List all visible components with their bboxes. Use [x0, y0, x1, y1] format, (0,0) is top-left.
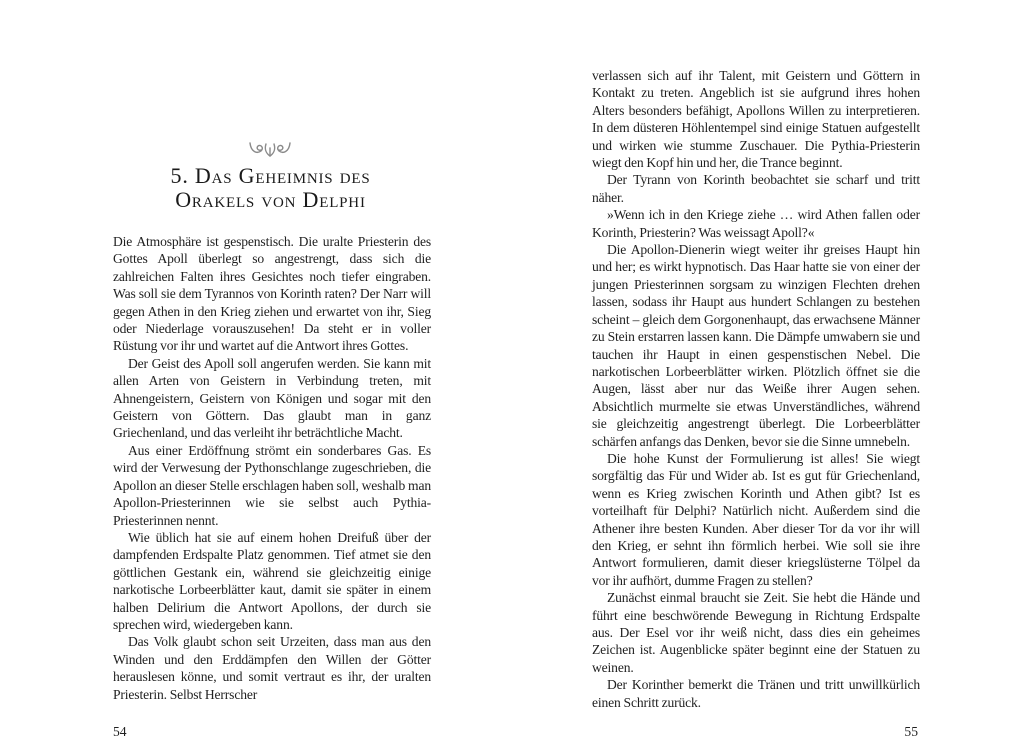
scroll-ornament-icon	[248, 140, 292, 160]
left-body-text	[113, 233, 431, 703]
chapter-title-line-1: 5. Das Geheimnis des	[170, 163, 371, 188]
chapter-title	[113, 164, 428, 212]
paragraph: Der Korinther bemerkt die Tränen und tritt unwillkürlich einen Schritt zurück.	[592, 677, 920, 710]
page-number: 54	[113, 724, 127, 739]
chapter-title-line-2: Orakels von Delphi	[175, 187, 366, 212]
page-number: 55	[904, 724, 918, 739]
paragraph: Der Geist des Apoll soll angerufen werden. Sie kann mit allen Arten von Geistern in Verbindung treten, mit Ahnengeistern, Geistern von Königen und sogar mit den Geistern von Göttern. Das glaubt man in ganz Griechenland, und das verleiht ihr beträchtliche Macht.	[113, 355, 431, 441]
paragraph: Das Volk glaubt schon seit Urzeiten, dass man aus den Winden und den Erddämpfen den Willen der Götter herauslesen könne, und somit vertraut es ihr, der uralten Priesterin. Selbst Herrscher	[113, 634, 431, 702]
paragraph: »Wenn ich in den Kriege ziehe … wird Athen fallen oder Korinth, Priesterin? Was weissagt Apoll?«	[592, 207, 920, 240]
paragraph: Wie üblich hat sie auf einem hohen Dreifuß über der dampfenden Erdspalte Platz genommen. Tief atmet sie den göttlichen Gestank ein, während sie gleichzeitig einige narkotische Lorbeerblätter kaut, damit sie später in einem halben Delirium die Antwort Apollons, der durch sie sprechen wird, wiedergeben kann.	[113, 529, 431, 632]
paragraph: Die Atmosphäre ist gespenstisch. Die uralte Priesterin des Gottes Apoll überlegt so angestrengt, dass sich die zahlreichen Falten ihres Gesichtes noch tiefer eingraben. Was soll sie dem Tyrannos von Korinth raten? Der Narr will gegen Athen in den Krieg ziehen und erwartet von ihr, Sieg oder Niederlage vorauszusehen! Da steht er in voller Rüstung vor ihr und wartet auf die Antwort ihres Gottes.	[113, 234, 431, 354]
paragraph: Die Apollon-Dienerin wiegt weiter ihr greises Haupt hin und her; es wirkt hypnotisch. Das Haar hatte sie von einer der jungen Priesterinnen sorgsam zu winzigen Flechten drehen lassen, sodass ihr Haupt aus hundert Schlangen zu bestehen scheint – gleich dem Gorgonenhaupt, das erwachsene Männer zu Stein erstarren lassen kann. Die Dämpfe umwabern sie und tauchen ihr Haupt in einen gespenstischen Nebel. Die narkotischen Lorbeerblätter wirken. Plötzlich öffnet sie die Augen, lässt aber nur das Weiße ihrer Augen sehen. Absichtlich murmelte sie etwas Unverständliches, während sie gleichzeitig angestrengt überlegt. Die Lorbeerblätter schärfen anfangs das Denken, bevor sie die Sinne umnebeln.	[592, 242, 920, 449]
paragraph: Der Tyrann von Korinth beobachtet sie scharf und tritt näher.	[592, 172, 920, 205]
right-body-text	[592, 67, 920, 711]
paragraph: Aus einer Erdöffnung strömt ein sonderbares Gas. Es wird der Verwesung der Pythonschlange zugeschrieben, die Apollon an dieser Stelle erschlagen haben soll, weshalb man Apollon-Priesterinnen wie sie selbst auch Pythia-Priesterinnen nennt.	[113, 442, 431, 528]
paragraph: Die hohe Kunst der Formulierung ist alles! Sie wiegt sorgfältig das Für und Wider ab. Ist es gut für Griechenland, wenn es Krieg zwischen Korinth und Athen gibt? Ist es vorteilhaft für Delphi? Natürlich nicht. Außerdem sind die Athener ihre besten Kunden. Aber dieser Tor da vor ihr will den Krieg, er sehnt ihn förmlich herbei. Wie soll sie ihre Antwort formulieren, damit dieser kriegslüsterne Tölpel da vor ihr aufhört, dumme Fragen zu stellen?	[592, 450, 920, 588]
paragraph: verlassen sich auf ihr Talent, mit Geistern und Göttern in Kontakt zu treten. Angeblich ist sie aufgrund ihres hohen Alters besonders befähigt, Apollons Willen zu interpretieren. In dem düsteren Höhlentempel sind einige Statuen aufgestellt und wirken wie stumme Zuschauer. Die Pythia-Priesterin wiegt den Kopf hin und her, die Trance beginnt.	[592, 68, 920, 171]
right-page	[510, 0, 1020, 750]
paragraph: Zunächst einmal braucht sie Zeit. Sie hebt die Hände und führt eine beschwörende Bewegung in Richtung Erdspalte aus. Der Esel vor ihr weiß nicht, dass dies ein geheimes Zeichen ist. Augenblicke später beginnt eine der Statuen zu weinen.	[592, 590, 920, 675]
